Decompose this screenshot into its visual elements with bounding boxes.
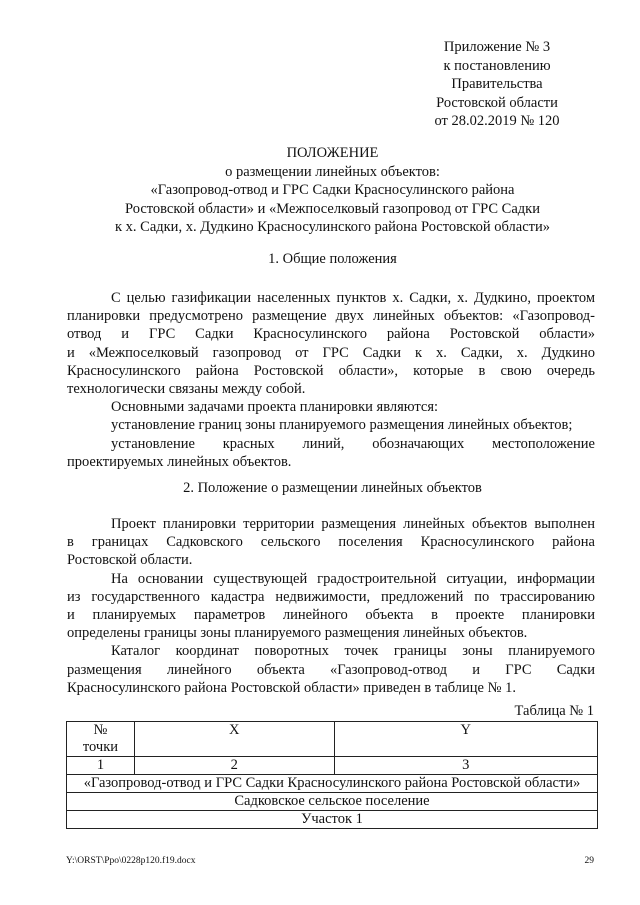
- text-line: Каталог координат поворотных точек границы зоны планируемого: [111, 643, 595, 660]
- text-line: установление красных линий, обозначающих местоположение: [111, 435, 595, 452]
- section-2-heading: 2. Положение о размещении линейных объектов: [183, 480, 482, 496]
- text-line: планировки предусмотрено размещение двух линейных объектов: «Газопровод-: [67, 308, 595, 325]
- object-name-cell: «Газопровод-отвод и ГРС Садки Красносулинского района Ростовской области»: [67, 775, 598, 793]
- table-row: [67, 775, 598, 793]
- text-line: технологически связаны между собой.: [67, 381, 306, 398]
- text-line: Красносулинского района Ростовской области», которые в свою очередь: [67, 362, 595, 379]
- column-header-number: [67, 722, 135, 757]
- text-line: размещения линейного объекта «Газопровод-отвод и ГРС Садки: [67, 661, 595, 678]
- title-line: «Газопровод-отвод и ГРС Садки Красносулинского района: [150, 182, 515, 198]
- table-header-row: [67, 722, 598, 757]
- column-header-x: X: [134, 722, 334, 757]
- column-number-cell: 3: [334, 757, 597, 775]
- title-line: о размещении линейных объектов:: [225, 163, 440, 180]
- header-text: точки: [82, 739, 119, 755]
- text-line: установление границ зоны планируемого размещения линейных объектов;: [111, 417, 573, 434]
- text-line: в границах Садковского сельского поселения Красносулинского района: [67, 534, 595, 551]
- text-line: проектируемых линейных объектов.: [67, 453, 292, 470]
- text-line: и планируемых параметров линейного объекта в проекте планировки: [67, 607, 595, 624]
- title-line: Ростовской области» и «Межпоселковый газопровод от ГРС Садки: [125, 200, 540, 217]
- table-row: [67, 811, 598, 829]
- appendix-header: [402, 38, 592, 131]
- title-line: к х. Садки, х. Дудкино Красносулинского района Ростовской области»: [114, 219, 550, 235]
- appendix-line: к постановлению: [443, 57, 551, 74]
- text-line: определены границы зоны планируемого размещения линейных объектов.: [67, 625, 528, 642]
- header-text: №: [93, 722, 108, 738]
- appendix-line: Приложение № 3: [443, 39, 551, 55]
- text-line: На основании существующей градостроительной ситуации, информации: [111, 570, 595, 587]
- settlement-cell: Садковское сельское поселение: [67, 793, 598, 811]
- appendix-line: Правительства: [451, 76, 543, 92]
- table-row: [67, 793, 598, 811]
- text-line: из государственного кадастра недвижимости, предложений по трассированию: [67, 588, 595, 605]
- text-line: и «Межпоселковый газопровод от ГРС Садки к х. Садки, х. Дудкино: [67, 344, 595, 361]
- section-1-paragraph-1: [67, 289, 595, 471]
- section-cell: Участок 1: [67, 811, 598, 829]
- footer-file-path: Y:\ORST\Ppo\0228p120.f19.docx: [66, 856, 196, 866]
- text-line: Основными задачами проекта планировки являются:: [111, 399, 439, 416]
- title-heading: ПОЛОЖЕНИЕ: [286, 145, 379, 161]
- appendix-line: Ростовской области: [436, 94, 558, 111]
- table-row: [67, 757, 598, 775]
- column-number-cell: 1: [67, 757, 135, 775]
- document-title: [60, 144, 605, 237]
- appendix-line: от 28.02.2019 № 120: [434, 113, 560, 129]
- column-number-cell: 2: [134, 757, 334, 775]
- text-line: С целью газификации населенных пунктов х. Садки, х. Дудкино, проектом: [111, 290, 595, 306]
- text-line: Ростовской области.: [67, 552, 193, 569]
- section-2-paragraph-1: [67, 515, 595, 697]
- page-number: 29: [584, 856, 594, 866]
- text-line: Проект планировки территории размещения линейных объектов выполнен: [111, 516, 595, 532]
- column-header-y: Y: [334, 722, 597, 757]
- coordinates-table: [66, 721, 598, 829]
- section-1-heading: 1. Общие положения: [268, 251, 397, 267]
- text-line: Красносулинского района Ростовской области» приведен в таблице № 1.: [67, 679, 516, 696]
- text-line: отвод и ГРС Садки Красносулинского района Ростовской области»: [67, 326, 595, 343]
- table-caption: Таблица № 1: [514, 703, 594, 719]
